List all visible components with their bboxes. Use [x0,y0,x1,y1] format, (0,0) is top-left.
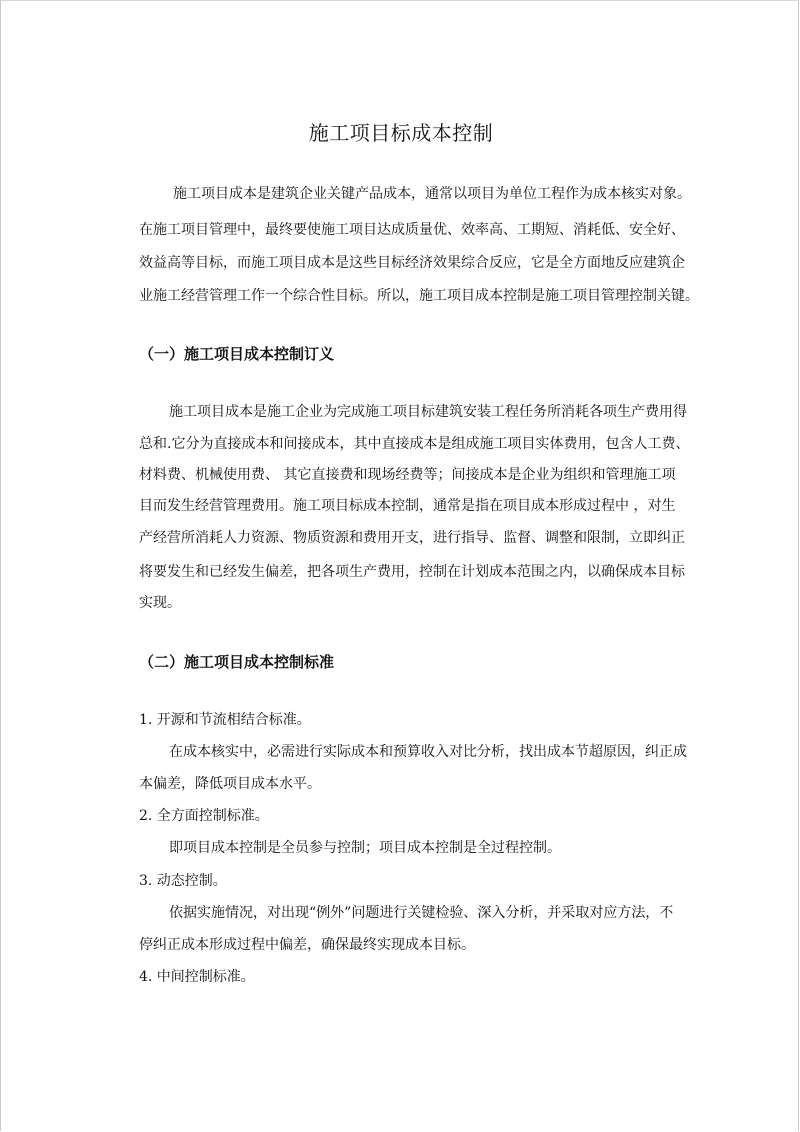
section1-line: 施工项目成本是施工企业为完成施工项目标建筑安装工程任务所消耗各项生产费用得 [169,404,687,420]
list-item-3-body: 停纠正成本形成过程中偏差，确保最终实现成本目标。 [139,937,475,953]
list-item-3: 3. 动态控制。 [139,873,227,889]
list-item-1-body: 在成本核实中，必需进行实际成本和预算收入对比分析，找出成本节超原因，纠正成 [169,744,687,760]
section1-line: 总和.它分为直接成本和间接成本，其中直接成本是组成施工项目实体费用，包含人工费、 [139,436,690,452]
list-item-1-body: 本偏差，降低项目成本水平。 [139,776,321,792]
section1-line: 材料费、机械使用费、 其它直接费和现场经费等；间接成本是企业为组织和管理施工项 [139,467,676,483]
section1-line: 将要发生和已经发生偏差，把各项生产费用，控制在计划成本范围之内，以确保成本目标 [139,564,685,580]
intro-line: 业施工经营管理工作一个综合性目标。所以，施工项目成本控制是施工项目管理控制关键。 [139,288,699,304]
section1-line: 实现。 [139,595,181,611]
list-item-4: 4. 中间控制标准。 [139,969,255,985]
section1-line: 目而发生经营管理费用。施工项目标成本控制，通常是指在项目成本形成过程中 ，对生 [139,498,676,514]
list-item-3-body: 依据实施情况，对出现“例外”问题进行关键检验、深入分析，并采取对应方法，不 [169,905,674,921]
list-item-2-body: 即项目成本控制是全员参与控制；项目成本控制是全过程控制。 [169,840,561,856]
intro-line: 效益高等目标，而施工项目成本是这些目标经济效果综合反应，它是全方面地反应建筑企 [139,255,685,271]
list-item-1: 1. 开源和节流相结合标准。 [139,712,311,728]
intro-line: 在施工项目管理中，最终要使施工项目达成质量优、效率高、工期短、消耗低、安全好、 [139,222,685,238]
section-heading-1: （一）施工项目成本控制订义 [139,345,335,363]
intro-line: 施工项目成本是建筑企业关键产品成本，通常以项目为单位工程作为成本核实对象。 [173,186,691,202]
document-title: 施工项目标成本控制 [308,121,494,145]
section-heading-2: （二）施工项目成本控制标准 [139,653,335,671]
section1-line: 产经营所消耗人力资源、物质资源和费用开支，进行指导、监督、调整和限制，立即纠正 [139,530,685,546]
list-item-2: 2. 全方面控制标准。 [139,808,269,824]
